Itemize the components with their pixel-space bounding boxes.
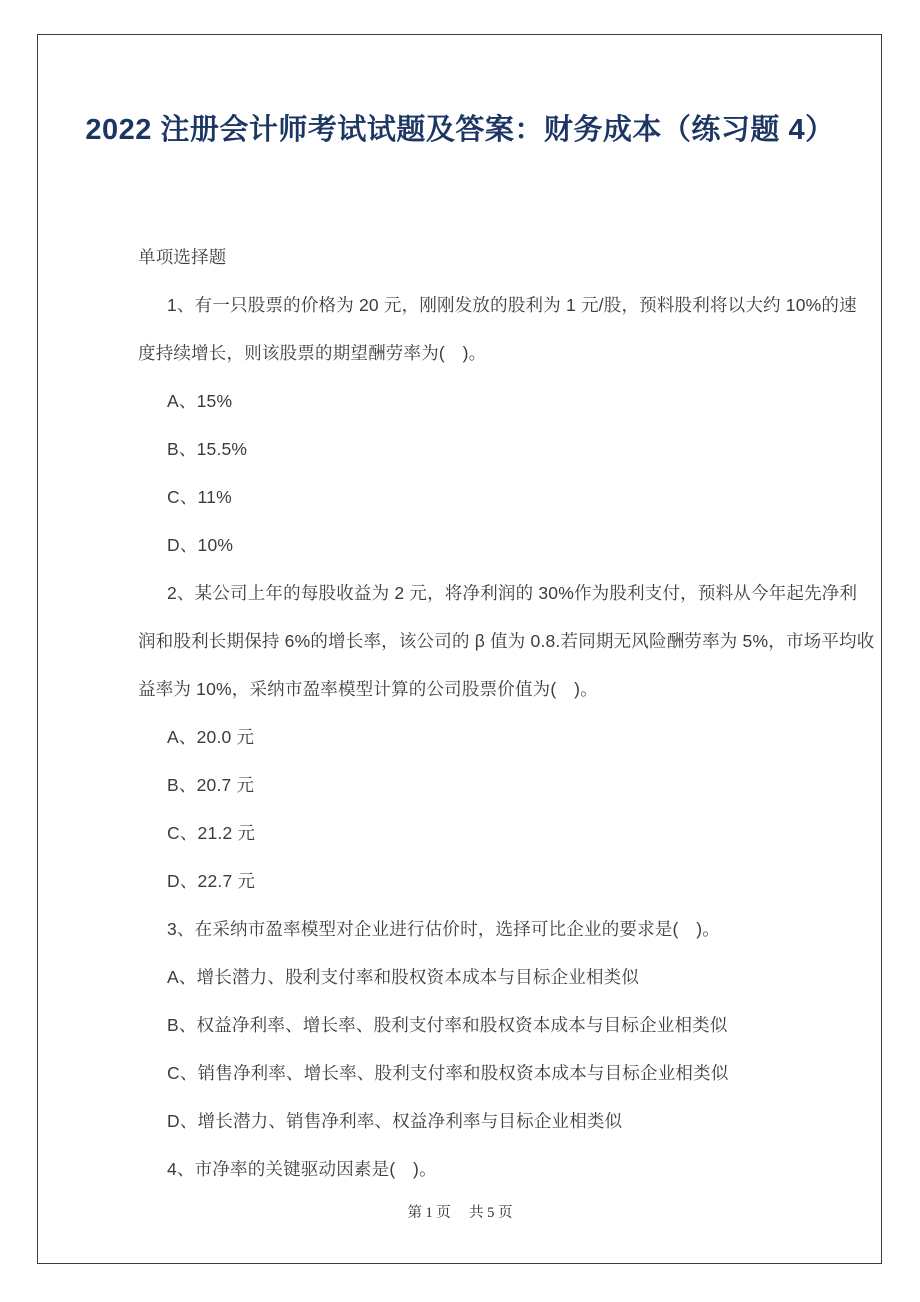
option: B、权益净利率、增长率、股利支付率和股权资本成本与目标企业相类似 xyxy=(167,1015,728,1035)
question-stem: 3、在采纳市盈率模型对企业进行估价时，选择可比企业的要求是( )。 xyxy=(167,919,720,939)
option: A、增长潜力、股利支付率和股权资本成本与目标企业相类似 xyxy=(167,967,640,987)
document-body xyxy=(138,233,875,1193)
option: B、20.7 元 xyxy=(167,775,255,795)
option: B、15.5% xyxy=(167,439,248,459)
option: C、21.2 元 xyxy=(167,823,256,843)
question-stem-continuation: 润和股利长期保持 6%的增长率，该公司的 β 值为 0.8.若同期无风险酬劳率为 5%，市场平均收 xyxy=(138,631,875,651)
option: D、22.7 元 xyxy=(167,871,256,891)
question-stem-continuation: 度持续增长，则该股票的期望酬劳率为( )。 xyxy=(138,343,487,363)
question-stem-continuation: 益率为 10%，采纳市盈率模型计算的公司股票价值为( )。 xyxy=(138,679,598,699)
page-number-footer: 第 1 页 共 5 页 xyxy=(407,1205,513,1221)
question-stem: 1、有一只股票的价格为 20 元，刚刚发放的股利为 1 元/股，预料股利将以大约 10%的速 xyxy=(167,295,857,315)
document-title: 2022 注册会计师考试试题及答案：财务成本（练习题 4） xyxy=(85,114,835,146)
section-heading: 单项选择题 xyxy=(138,247,227,267)
question-stem: 2、某公司上年的每股收益为 2 元，将净利润的 30%作为股利支付，预料从今年起先净利 xyxy=(167,583,858,603)
option: A、15% xyxy=(167,391,233,411)
option: A、20.0 元 xyxy=(167,727,255,747)
option: C、销售净利率、增长率、股利支付率和股权资本成本与目标企业相类似 xyxy=(167,1063,729,1083)
question-stem: 4、市净率的关键驱动因素是( )。 xyxy=(167,1159,437,1179)
option: C、11% xyxy=(167,487,232,507)
option: D、增长潜力、销售净利率、权益净利率与目标企业相类似 xyxy=(167,1111,623,1131)
option: D、10% xyxy=(167,535,234,555)
